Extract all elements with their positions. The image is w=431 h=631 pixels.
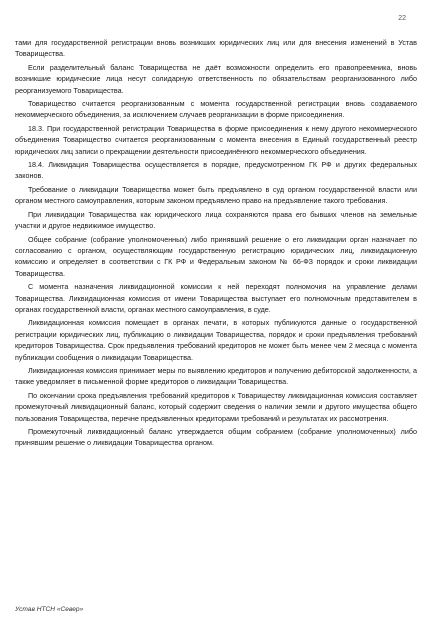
paragraph: Если разделительный баланс Товарищества не даёт возможности определить его правопреемника, вновь возникшие юридические лица несут солидарную ответственность по обязательствам реорганизованного либо реорганизуемого Товарищества. <box>15 62 417 95</box>
paragraph: Промежуточный ликвидационный баланс утверждается общим собранием (собрание уполномоченных) либо принявшим решение о ликвидации Товарищества органом. <box>15 427 417 448</box>
paragraph: Требование о ликвидации Товарищества может быть предъявлено в суд органом государственной власти или органом местного самоуправления, которым законом предъявлено право на предъявление такого требования. <box>15 184 417 206</box>
paragraph: Товарищество считается реорганизованным с момента государственной регистрации вновь создаваемого некоммерческого объединения, за исключением случаев реорганизации в форме присоединения. <box>15 99 417 120</box>
document-body <box>15 37 417 451</box>
page-number: 22 <box>398 15 406 22</box>
paragraph: Общее собрание (собрание уполномоченных) либо принявший решение о его ликвидации орган назначает по согласованию с органом, осуществляющим государственную регистрацию юридических лиц, ликвидационную комиссию и определяет в соответствии с ГК РФ и Федеральным законом № 66-ФЗ порядок и сроки ликвидации Товарищества. <box>15 234 417 278</box>
paragraph: По окончании срока предъявления требований кредиторов к Товариществу ликвидационная комиссия составляет промежуточный ликвидационный баланс, который содержит сведения о наличии земли и другого имущества общего пользования Товарищества, перечне предъявленных кредиторами требований и результатах их рассмотрения. <box>15 390 417 423</box>
page-footer: Устав НТСН «Север» <box>15 606 84 613</box>
paragraph: Ликвидационная комиссия помещает в органах печати, в которых публикуются данные о государственной регистрации юридических лиц, публикацию о ликвидации Товарищества, порядок и сроки предъявления требований кредиторов Товарищества. Срок предъявления требований кредиторов не может быть менее чем 2 месяца с момента публикации сообщения о ликвидации Товарищества. <box>15 318 417 362</box>
paragraph: С момента назначения ликвидационной комиссии к ней переходят полномочия на управление делами Товарищества. Ликвидационная комиссия от имени Товарищества выступает его полномочным представителем в органах государственной власти, органах местного самоуправления, в суде. <box>15 282 417 314</box>
paragraph: тами для государственной регистрации вновь возникших юридических лиц или для внесения изменений в Устав Товарищества. <box>15 38 417 59</box>
paragraph: Ликвидационная комиссия принимает меры по выявлению кредиторов и получению дебиторской задолженности, а также уведомляет в письменной форме кредиторов о ликвидации Товарищества. <box>15 365 417 387</box>
paragraph: 18.3. При государственной регистрации Товарищества в форме присоединения к нему другого некоммерческого объединения Товарищество считается реорганизованным с момента внесения в Единый государственный реестр юридических лиц записи о прекращении деятельности присоединённого некоммерческого объединения. <box>15 123 417 156</box>
paragraph: 18.4. Ликвидация Товарищества осуществляется в порядке, предусмотренном ГК РФ и других федеральных законов. <box>15 160 417 181</box>
paragraph: При ликвидации Товарищества как юридического лица сохраняются права его бывших членов на земельные участки и другое недвижимое имущество. <box>15 209 417 231</box>
